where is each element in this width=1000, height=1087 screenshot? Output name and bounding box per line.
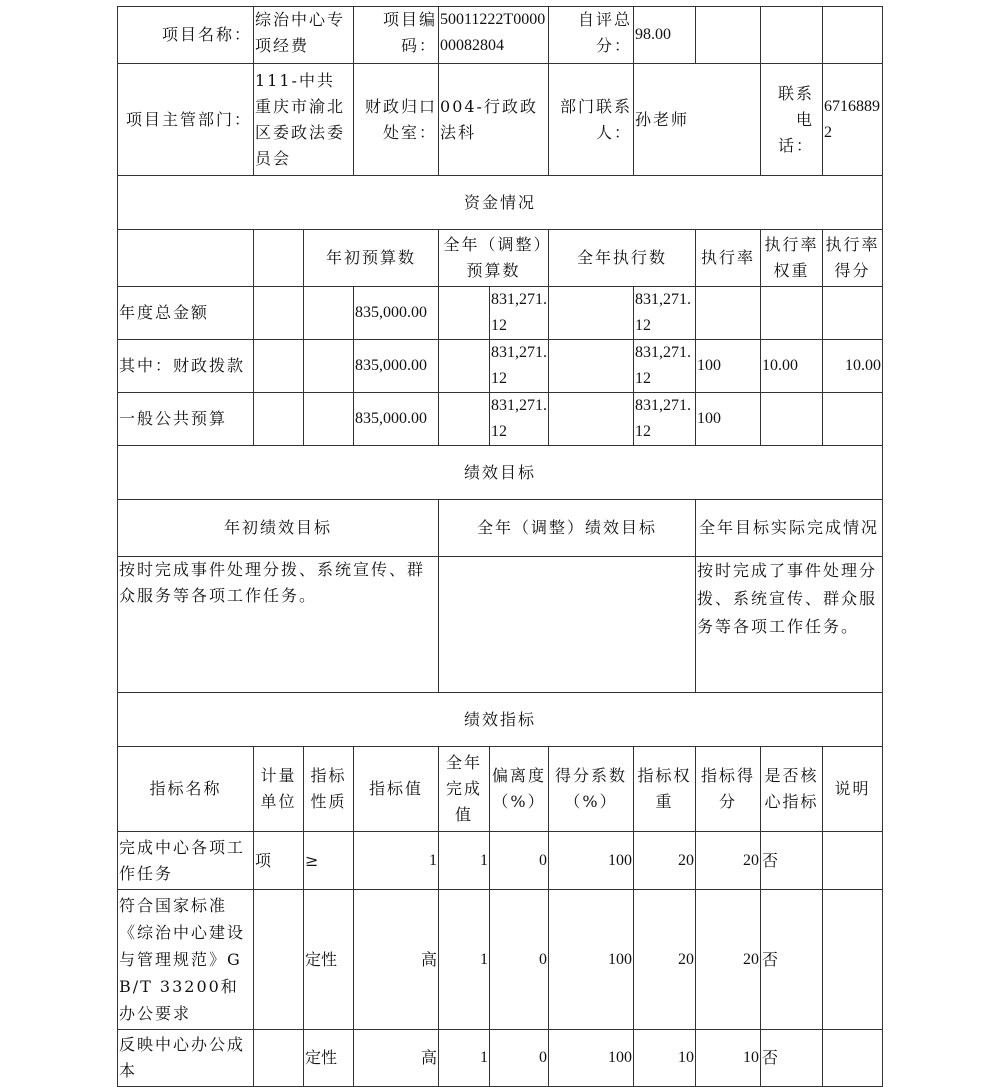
funds-header-row <box>118 230 883 287</box>
indicator-name: 符合国家标准《综治中心建设与管理规范》GB/T 33200和办公要求 <box>118 890 254 1030</box>
funds-row-label: 年度总金额 <box>118 287 254 340</box>
indicator-weight: 20 <box>634 890 696 1030</box>
funds-row-label: 一般公共预算 <box>118 393 254 446</box>
goals-adjusted-text <box>439 557 696 693</box>
funds-row <box>118 287 883 340</box>
funds-weight-value <box>761 287 823 340</box>
funds-rate-value: 100 <box>696 340 761 393</box>
indicator-completed: 1 <box>439 1030 490 1087</box>
goals-header-row <box>118 500 883 557</box>
empty-cell <box>254 340 304 393</box>
indicator-unit <box>254 1030 304 1087</box>
funds-initial-value: 835,000.00 <box>354 287 439 340</box>
indicators-header-nature: 指标性质 <box>304 747 354 832</box>
indicator-completed: 1 <box>439 890 490 1030</box>
indicators-header-deviation: 偏离度（%） <box>490 747 549 832</box>
funds-header-score: 执行率得分 <box>823 230 883 287</box>
funds-header-weight: 执行率权重 <box>761 230 823 287</box>
project-name-value: 综治中心专项经费 <box>254 7 354 64</box>
funds-row-label: 其中：财政拨款 <box>118 340 254 393</box>
indicator-nature: 定性 <box>304 1030 354 1087</box>
funds-adjusted-value: 831,271.12 <box>490 393 549 446</box>
indicator-value: 高 <box>354 1030 439 1087</box>
indicator-row <box>118 1030 883 1087</box>
indicators-header-note: 说明 <box>823 747 883 832</box>
goals-section-row <box>118 446 883 500</box>
funds-rate-value <box>696 287 761 340</box>
indicator-unit: 项 <box>254 832 304 890</box>
goals-content-row <box>118 557 883 693</box>
indicator-completed: 1 <box>439 832 490 890</box>
funds-header-adjusted: 全年（调整）预算数 <box>439 230 549 287</box>
indicators-header-weight: 指标权重 <box>634 747 696 832</box>
empty-cell <box>118 230 254 287</box>
indicator-name: 完成中心各项工作任务 <box>118 832 254 890</box>
funds-weight-value: 10.00 <box>761 340 823 393</box>
goals-actual-text: 按时完成了事件处理分拨、系统宣传、群众服务等各项工作任务。 <box>696 557 883 693</box>
project-code-value: 50011222T000000082804 <box>439 7 549 64</box>
funds-score-value <box>823 287 883 340</box>
phone-label: 联系电话： <box>761 64 823 176</box>
indicators-section-title: 绩效指标 <box>118 693 883 747</box>
funds-executed-value: 831,271.12 <box>634 340 696 393</box>
empty-cell <box>254 287 304 340</box>
funds-header-executed: 全年执行数 <box>549 230 696 287</box>
indicator-coef: 100 <box>549 890 634 1030</box>
funds-initial-value: 835,000.00 <box>354 340 439 393</box>
empty-cell <box>304 287 354 340</box>
finance-office-label: 财政归口处室： <box>354 64 439 176</box>
funds-adjusted-value: 831,271.12 <box>490 340 549 393</box>
indicator-unit <box>254 890 304 1030</box>
goals-header-actual: 全年目标实际完成情况 <box>696 500 883 557</box>
indicators-header-coef: 得分系数（%） <box>549 747 634 832</box>
funds-rate-value: 100 <box>696 393 761 446</box>
indicator-coef: 100 <box>549 1030 634 1087</box>
indicator-coef: 100 <box>549 832 634 890</box>
funds-executed-value: 831,271.12 <box>634 393 696 446</box>
goals-header-initial: 年初绩效目标 <box>118 500 439 557</box>
indicator-weight: 20 <box>634 832 696 890</box>
funds-executed-value: 831,271.12 <box>634 287 696 340</box>
evaluation-form-table <box>117 6 883 1087</box>
empty-cell <box>254 230 304 287</box>
indicator-value: 高 <box>354 890 439 1030</box>
indicators-header-completed: 全年完成值 <box>439 747 490 832</box>
indicators-header-unit: 计量单位 <box>254 747 304 832</box>
contact-label: 部门联系人： <box>549 64 634 176</box>
empty-cell <box>304 393 354 446</box>
empty-cell <box>761 7 823 64</box>
indicator-deviation: 0 <box>490 890 549 1030</box>
empty-cell <box>549 287 634 340</box>
empty-cell <box>549 393 634 446</box>
indicators-header-row <box>118 747 883 832</box>
funds-section-title: 资金情况 <box>118 176 883 230</box>
funds-section-row <box>118 176 883 230</box>
funds-row <box>118 340 883 393</box>
funds-row <box>118 393 883 446</box>
dept-value: 111-中共重庆市渝北区委政法委员会 <box>254 64 354 176</box>
empty-cell <box>439 340 490 393</box>
funds-adjusted-value: 831,271.12 <box>490 287 549 340</box>
dept-label: 项目主管部门： <box>118 64 254 176</box>
indicators-header-score: 指标得分 <box>696 747 761 832</box>
indicator-row <box>118 832 883 890</box>
funds-score-value <box>823 393 883 446</box>
indicator-score: 20 <box>696 832 761 890</box>
indicator-deviation: 0 <box>490 832 549 890</box>
goals-initial-text: 按时完成事件处理分拨、系统宣传、群众服务等各项工作任务。 <box>118 557 439 693</box>
indicators-header-core: 是否核心指标 <box>761 747 823 832</box>
empty-cell <box>254 393 304 446</box>
indicator-value: 1 <box>354 832 439 890</box>
indicator-note <box>823 1030 883 1087</box>
empty-cell <box>823 7 883 64</box>
indicator-name: 反映中心办公成本 <box>118 1030 254 1087</box>
funds-initial-value: 835,000.00 <box>354 393 439 446</box>
indicators-header-name: 指标名称 <box>118 747 254 832</box>
indicator-core: 否 <box>761 890 823 1030</box>
indicator-core: 否 <box>761 832 823 890</box>
indicators-header-value: 指标值 <box>354 747 439 832</box>
header-row-dept <box>118 64 883 176</box>
funds-weight-value <box>761 393 823 446</box>
project-code-label: 项目编码： <box>354 7 439 64</box>
empty-cell <box>304 340 354 393</box>
empty-cell <box>439 393 490 446</box>
empty-cell <box>439 287 490 340</box>
self-score-label: 自评总分： <box>549 7 634 64</box>
indicator-score: 10 <box>696 1030 761 1087</box>
indicator-weight: 10 <box>634 1030 696 1087</box>
phone-value: 67168892 <box>823 64 883 176</box>
contact-value: 孙老师 <box>634 64 761 176</box>
header-row-project <box>118 7 883 64</box>
empty-cell <box>549 340 634 393</box>
self-score-value: 98.00 <box>634 7 696 64</box>
empty-cell <box>696 7 761 64</box>
goals-section-title: 绩效目标 <box>118 446 883 500</box>
indicator-core: 否 <box>761 1030 823 1087</box>
finance-office-value: 004-行政政法科 <box>439 64 549 176</box>
indicator-note <box>823 890 883 1030</box>
project-name-label: 项目名称： <box>118 7 254 64</box>
indicator-score: 20 <box>696 890 761 1030</box>
funds-header-initial: 年初预算数 <box>304 230 439 287</box>
indicator-row <box>118 890 883 1030</box>
goals-header-adjusted: 全年（调整）绩效目标 <box>439 500 696 557</box>
indicators-section-row <box>118 693 883 747</box>
indicator-note <box>823 832 883 890</box>
funds-header-rate: 执行率 <box>696 230 761 287</box>
indicator-nature: 定性 <box>304 890 354 1030</box>
indicator-nature: ≥ <box>304 832 354 890</box>
indicator-deviation: 0 <box>490 1030 549 1087</box>
funds-score-value: 10.00 <box>823 340 883 393</box>
